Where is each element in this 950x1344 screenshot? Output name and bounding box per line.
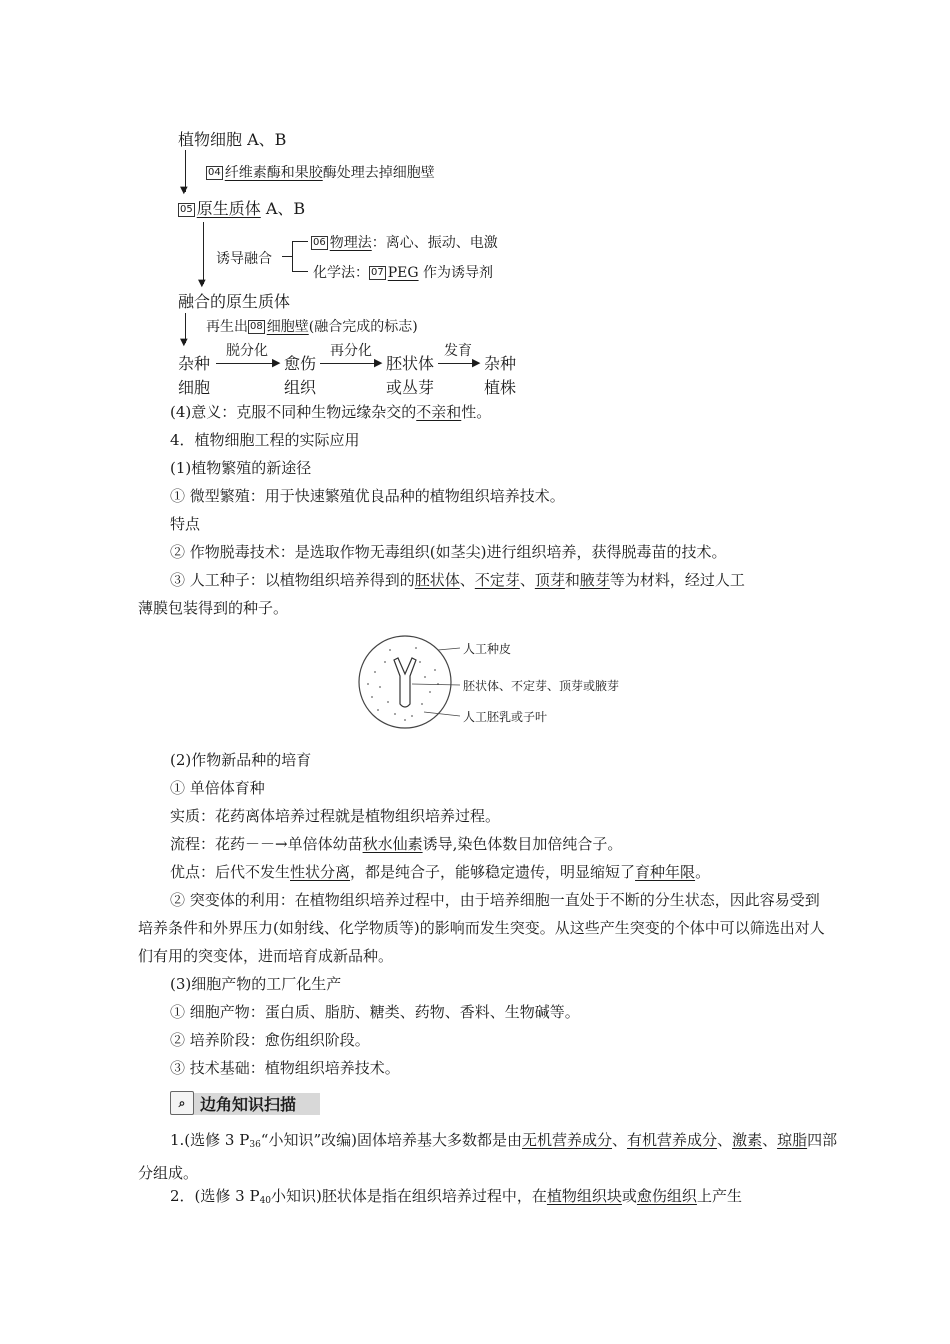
bracket-line	[282, 256, 292, 257]
flow-chemical-method: 化学法： 07 PEG 作为诱导剂	[313, 265, 494, 281]
arrow-down-icon: ▼	[198, 278, 206, 289]
section-4-title: 4．植物细胞工程的实际应用	[170, 431, 360, 449]
detox-technique: ② 作物脱毒技术：是选取作物无毒组织(如茎尖)进行组织培养，获得脱毒苗的技术。	[170, 543, 727, 561]
flow-enzyme-label: 04 纤维素酶和果胶酶处理去掉细胞壁	[208, 165, 435, 181]
flow-induce-label: 诱导融合	[216, 251, 272, 267]
label-embryo: 胚状体、不定芽、顶芽或腋芽	[463, 679, 620, 693]
embryo-shape	[394, 658, 416, 707]
label-seed-coat: 人工种皮	[463, 642, 512, 656]
label-endosperm: 人工胚乳或子叶	[463, 710, 548, 724]
process-line: 流程：花药－－→单倍体幼苗秋水仙素诱导,染色体数目加倍纯合子。	[170, 835, 623, 853]
products-line: ① 细胞产物：蛋白质、脂肪、糖类、药物、香料、生物碱等。	[170, 1003, 580, 1021]
chain-node: 杂种 细胞	[178, 354, 211, 397]
stage-line: ② 培养阶段：愈伤组织阶段。	[170, 1031, 370, 1049]
subsection-1-title: (1)植物繁殖的新途径	[170, 459, 312, 477]
subsection-2-title: (2)作物新品种的培育	[170, 751, 312, 769]
arrow-label: 脱分化	[226, 343, 268, 359]
flow-step-fused: 融合的原生质体	[178, 292, 291, 311]
chain-arrow	[320, 363, 378, 364]
pointer-line	[424, 712, 460, 716]
chain-node: 愈伤 组织	[284, 354, 317, 397]
artificial-seed: ③ 人工种子：以植物组织培养得到的胚状体、不定芽、顶芽和腋芽等为材料，经过人工	[170, 571, 745, 589]
arrow-right-icon: ▶	[272, 356, 281, 369]
feature-label: 特点	[170, 515, 201, 533]
arrow-right-icon: ▶	[472, 356, 481, 369]
magnifier-icon: ⌕	[170, 1091, 194, 1115]
haploid-title: ① 单倍体育种	[170, 779, 265, 797]
corner-knowledge-header: ⌕ 边角知识扫描	[170, 1090, 296, 1116]
bracket-line	[292, 241, 308, 242]
chain-node: 杂种 植株	[484, 354, 517, 397]
bracket-line	[292, 271, 308, 272]
flow-regen-label: 再生出 08 细胞壁(融合完成的标志)	[206, 319, 418, 335]
mutant-paragraph: ② 突变体的利用：在植物组织培养过程中，由于培养细胞一直处于不断的分生状态，因此容易受到培养条件和外界压力(如射线、化学物质等)的影响而发生突变。从这些产生突变的个体中可以筛选出对人们有用的突变体，进而培育成新品种。	[138, 891, 825, 965]
artificial-seed-line2: 薄膜包装得到的种子。	[138, 599, 289, 617]
pointer-line	[412, 684, 460, 685]
note-1: 1.(选修 3 $P_{36}“$小知识”改编)固体培养基大多数都是由无机营养成分、有机营养成分、激素、琼脂四部分组成。	[138, 1131, 838, 1182]
arrow-down-icon: ▼	[180, 337, 188, 348]
micro-propagation: ① 微型繁殖：用于快速繁殖优良品种的植物组织培养技术。	[170, 487, 565, 505]
flow-arrow-line-2	[203, 222, 204, 284]
subsection-3-title: (3)细胞产物的工厂化生产	[170, 975, 342, 993]
meaning-line: (4)意义：克服不同种生物远缘杂交的不亲和性。	[170, 403, 492, 421]
tech-line: ③ 技术基础：植物组织培养技术。	[170, 1059, 400, 1077]
arrow-label: 再分化	[330, 343, 372, 359]
note-2: 2．(选修 3 $P_{40}$小知识)胚状体是指在组织培养过程中，在植物组织块或愈伤组织上产生	[170, 1187, 742, 1206]
flow-physical-method: 06 物理法：离心、振动、电激	[313, 235, 498, 251]
chain-arrow	[438, 363, 476, 364]
flow-step-plant-cells: 植物细胞 A、B	[178, 130, 287, 149]
flow-step-protoplast: 05 原生质体 A、B	[180, 199, 306, 218]
essence-line: 实质：花药离体培养过程就是植物组织培养过程。	[170, 807, 501, 825]
pointer-line	[438, 648, 460, 650]
bracket-line	[292, 241, 293, 271]
chain-node: 胚状体 或丛芽	[386, 354, 435, 397]
chain-arrow	[216, 363, 276, 364]
arrow-right-icon: ▶	[374, 356, 383, 369]
arrow-down-icon: ▼	[180, 185, 188, 196]
blank-number: 04	[208, 167, 221, 178]
advantage-line: 优点：后代不发生性状分离，都是纯合子，能够稳定遗传，明显缩短了育种年限。	[170, 863, 711, 881]
arrow-label: 发育	[444, 343, 472, 359]
